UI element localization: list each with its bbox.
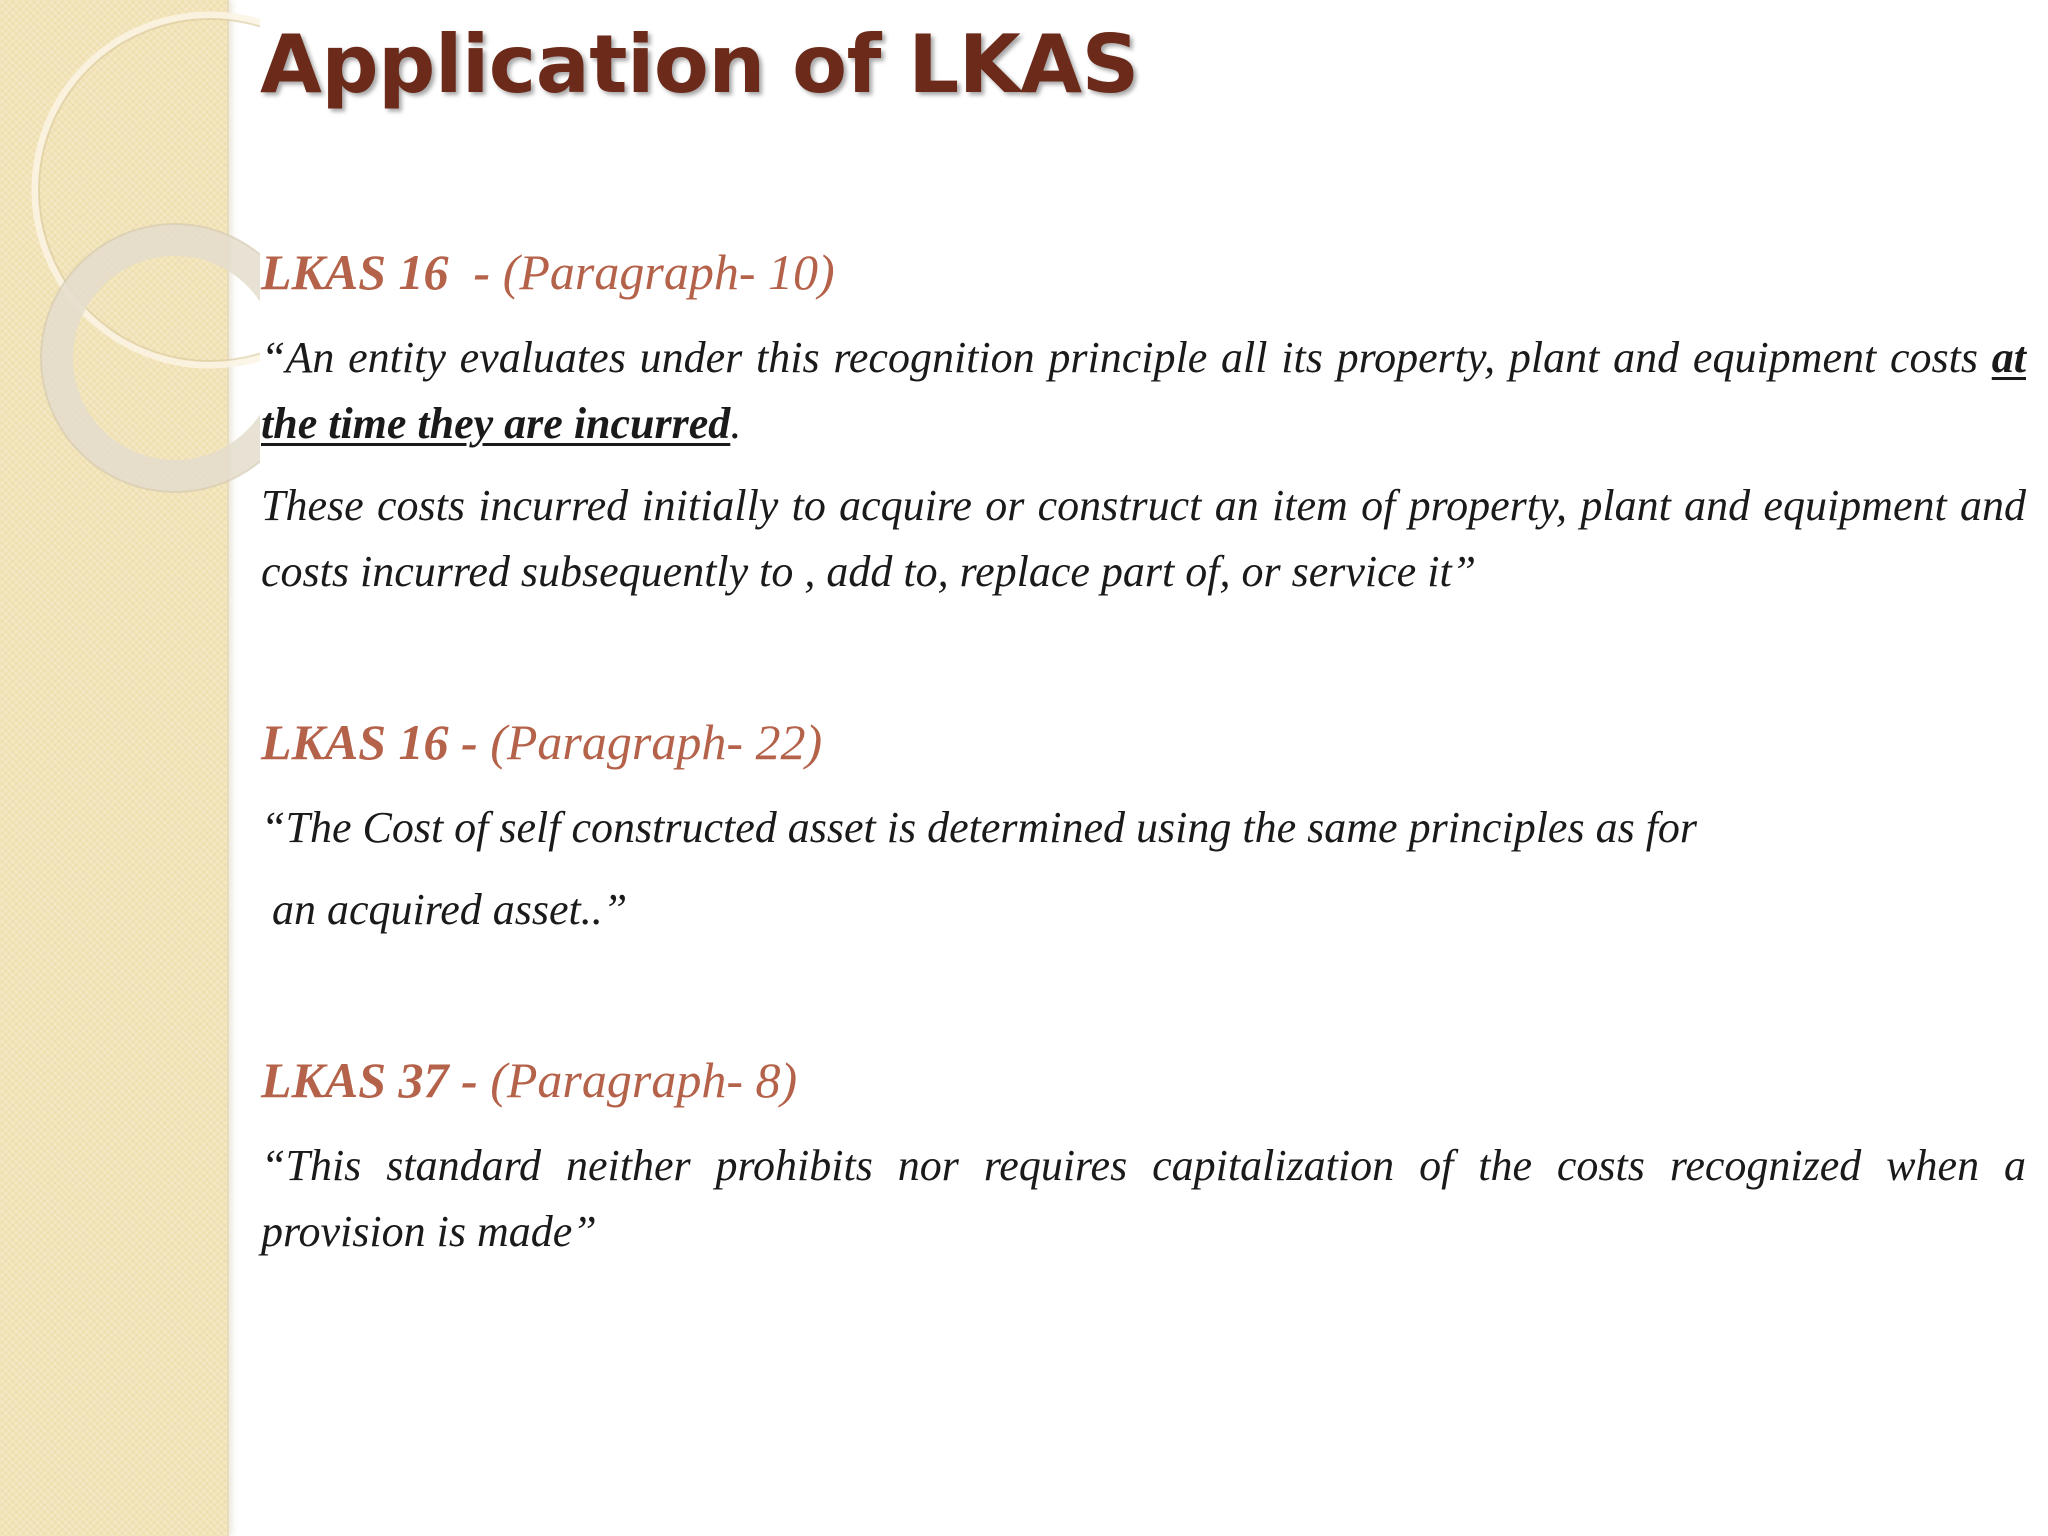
quote-text: “An entity evaluates under this recognition principle all its property, plant and equipment costs [261, 333, 1992, 382]
heading-separator: - [448, 714, 491, 770]
heading-separator: - [448, 244, 503, 300]
section-heading [261, 242, 2026, 302]
lkas37-para8-section [261, 1050, 2026, 1265]
paragraph-reference: (Paragraph- 8) [490, 1052, 798, 1108]
standard-label: LKAS 16 [261, 244, 449, 300]
paragraph-reference: (Paragraph- 10) [502, 244, 835, 300]
quote-line: “The Cost of self constructed asset is determined using the same principles as for [261, 803, 1698, 852]
heading-separator: - [448, 1052, 491, 1108]
standard-label: LKAS 37 [261, 1052, 449, 1108]
quote-line: an acquired asset..” [261, 885, 628, 934]
quote-text-end: . [730, 399, 742, 448]
slide-title: Application of LKAS [260, 18, 1139, 111]
paragraph-reference: (Paragraph- 22) [490, 714, 823, 770]
emphasized-phrase: at the time they are incurred [261, 333, 2026, 448]
quote-paragraph: These costs incurred initially to acquire or construct an item of property, plant and equipment and costs incurred subsequently to , add to, replace part of, or service it” [261, 481, 2026, 596]
section-heading [261, 712, 2026, 772]
lkas16-para10-section [261, 242, 2026, 605]
section-heading [261, 1050, 2026, 1110]
standard-label: LKAS 16 [261, 714, 449, 770]
decorative-side-strip [0, 0, 229, 1536]
quote-paragraph: “This standard neither prohibits nor requires capitalization of the costs recognized when a provision is made” [261, 1141, 2026, 1256]
quote-paragraph [261, 325, 2026, 457]
lkas16-para22-section [261, 712, 2026, 943]
